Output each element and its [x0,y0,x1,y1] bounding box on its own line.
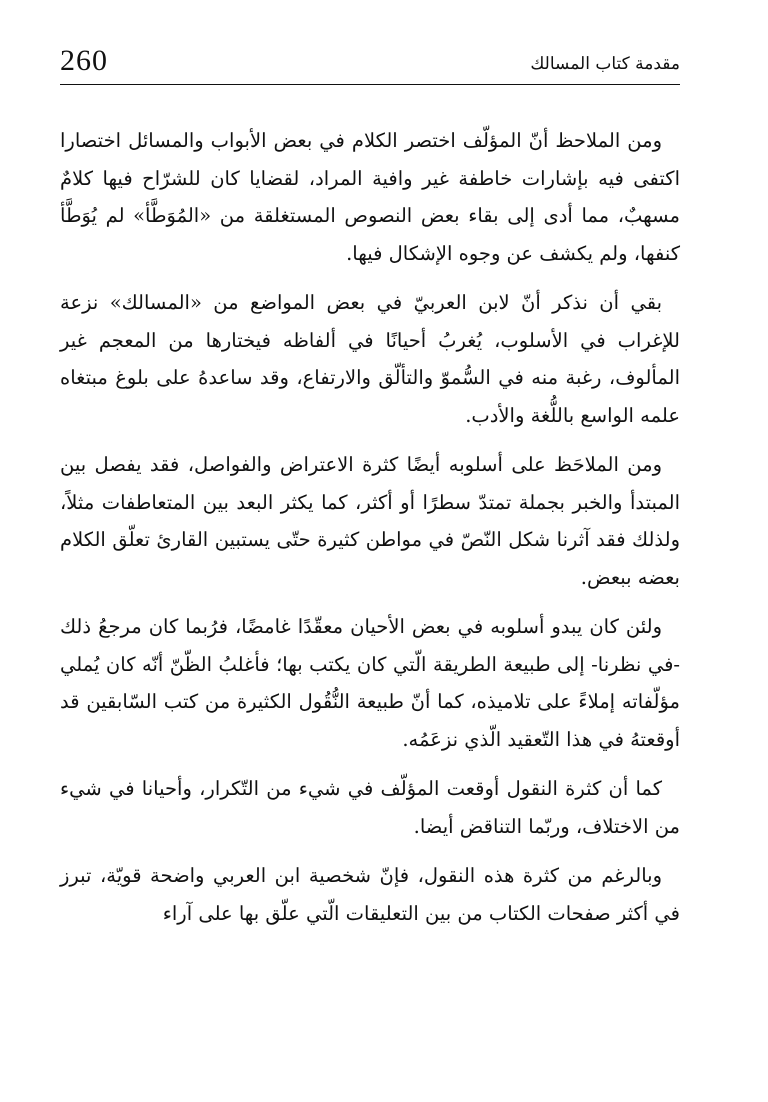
page-number: 260 [60,44,108,77]
page-header [60,40,680,85]
running-title: مقدمة كتاب المسالك [530,54,680,74]
body-text [60,122,680,932]
paragraph-3: ومن الملاحَظ على أسلوبه أيضًا كثرة الاعتراض والفواصل، فقد يفصل بين المبتدأ والخبر بجملة تمتدّ سطرًا أو أكثر، كما يكثر البعد بين المتعاطفات مثلاً، ولذلك فقد آثرنا شكل النّصّ في مواطن كثيرة حتّى يستبين القارئ تعلّق الكلام بعضه ببعض. [60,453,680,589]
paragraph-5: كما أن كثرة النقول أوقعت المؤلّف في شيء من التّكرار، وأحيانا في شيء من الاختلاف، وربّما التناقض أيضا. [60,777,680,838]
paragraph-4: ولئن كان يبدو أسلوبه في بعض الأحيان معقّدًا غامضًا، فرُبما كان مرجعُ ذلك -في نظرنا- إلى طبيعة الطريقة الّتي كان يكتب بها؛ فأغلبُ الظّنّ أنّه كان يُملي مؤلّفاته إملاءً على تلاميذه، كما أنّ طبيعة النُّقُول الكثيرة من كتب السّابقين قد أوقعتهُ في هذا التّعقيد الّذي نزعَمُه. [60,615,680,751]
book-page [60,40,680,1080]
paragraph-2: بقي أن نذكر أنّ لابن العربيّ في بعض المواضع من «المسالك» نزعة للإغراب في الأسلوب، يُغربُ أحيانًا في ألفاظه فيختارها من المعجم غير المألوف، رغبة منه في السُّموّ والتألّق والارتفاع، وقد ساعدهُ على بلوغ مبتغاه علمه الواسع باللُّغة والأدب. [60,291,680,427]
paragraph-6: وبالرغم من كثرة هذه النقول، فإنّ شخصية ابن العربي واضحة قويّة، تبرز في أكثر صفحات الكتاب من بين التعليقات الّتي علّق بها على آراء [60,864,680,925]
paragraph-1: ومن الملاحظ أنّ المؤلّف اختصر الكلام في بعض الأبواب والمسائل اختصارا اكتفى فيه بإشارات خاطفة غير وافية المراد، لقضايا كان للشرّاح فيها كلامٌ مسهبٌ، مما أدى إلى بقاء بعض النصوص المستغلقة من «المُوَطَّأ» لم يُوَطَّأ كنفها، ولم يكشف عن وجوه الإشكال فيها. [60,129,680,265]
